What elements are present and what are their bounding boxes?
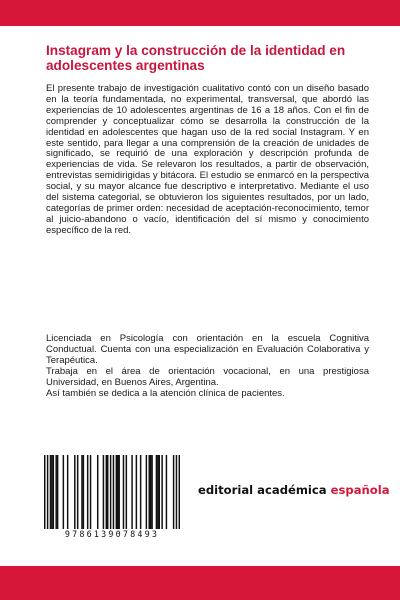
barcode-bar (126, 455, 127, 529)
barcode-bar (110, 455, 111, 529)
barcode-icon (44, 455, 180, 529)
barcode-bar (57, 455, 58, 529)
top-color-band (0, 0, 400, 26)
barcode-bar (103, 455, 104, 529)
barcode-bar (113, 455, 114, 529)
barcode-bar (151, 455, 152, 529)
barcode-bar (90, 455, 91, 529)
barcode-bar (97, 455, 98, 529)
barcode-bar (156, 455, 157, 529)
barcode-bar (53, 455, 54, 529)
isbn-number: 9786139078493 (64, 529, 160, 539)
barcode-bar (87, 455, 88, 529)
book-title: Instagram y la construcción de la identidad en adolescentes argentinas (46, 43, 346, 73)
barcode-bar (159, 455, 160, 529)
barcode-bar (161, 455, 162, 529)
publisher-logo (198, 483, 390, 497)
barcode-bar (149, 455, 150, 529)
barcode-bar (50, 455, 51, 529)
barcode-bar (67, 455, 68, 529)
barcode-bar (106, 455, 107, 529)
barcode-bar (51, 455, 52, 529)
publisher-accent: española (330, 483, 390, 497)
barcode-bar (47, 455, 48, 529)
barcode-bar (136, 455, 137, 529)
barcode-bar (118, 455, 119, 529)
barcode-bar (146, 455, 147, 529)
abstract-text: El presente trabajo de investigación cualitativo contó con un diseño basado en la teoría fundamentada, no experimental, transversal, que abordó las experiencias de 10 adolescentes argentinas de 16 a 18 años. Con el fin de comprender y conceptualizar cómo se desarrolla la construcción de la identidad en adolescentes que hagan uso de la red social Instagram. Y en este sentido, para llegar a una comprensión de la creación de unidades de significado, se requirió de una exploración y descripción profunda de experiencias de vida. Se relevaron los resultados, a partir de observación, entrevistas semidirigidas y bitácora. El estudio se enmarcó en la perspectiva social, y su mayor alcance fue descriptivo e interpretativo. Mediante el uso del sistema categorial, se obtuvieron los siguientes resultados, por un lado, categorías de primer orden: necesidad de aceptación-reconocimiento, temor al juicio-abandono o vacío, identificación del sí mismo y conocimiento específico de la red. (46, 83, 369, 236)
bio-paragraph: Licenciada en Psicología con orientación en la escuela Cognitiva Conductual. Cuenta con una especialización en Evaluación Colaborativa y Terapéutica. (46, 333, 369, 366)
barcode-bar (140, 455, 141, 529)
barcode-bar (117, 455, 118, 529)
barcode-bar (179, 455, 180, 529)
bottom-color-band (0, 566, 400, 600)
barcode-bar (150, 455, 151, 529)
barcode-bar (116, 455, 117, 529)
barcode-bar (176, 455, 177, 529)
barcode-bar (131, 455, 132, 529)
bio-paragraph: Así también se dedica a la atención clínica de pacientes. (46, 387, 285, 399)
barcode-bar (123, 455, 124, 529)
author-bio (46, 334, 369, 399)
barcode-bar (77, 455, 78, 529)
barcode-bar (55, 455, 56, 529)
barcode-bar (83, 455, 84, 529)
barcode-bar (63, 455, 64, 529)
barcode-bar (44, 455, 45, 529)
barcode-bar (81, 455, 82, 529)
barcode-bar (107, 455, 108, 529)
bio-paragraph: Trabaja en el área de orientación vocacional, en una prestigiosa Universidad, en Buenos Aires, Argentina. (46, 365, 369, 388)
barcode-bar (166, 455, 167, 529)
barcode-bar (157, 455, 158, 529)
barcode-bar (74, 455, 75, 529)
barcode-bar (173, 455, 174, 529)
barcode-box (36, 447, 184, 547)
publisher-name: editorial académica (198, 483, 327, 497)
